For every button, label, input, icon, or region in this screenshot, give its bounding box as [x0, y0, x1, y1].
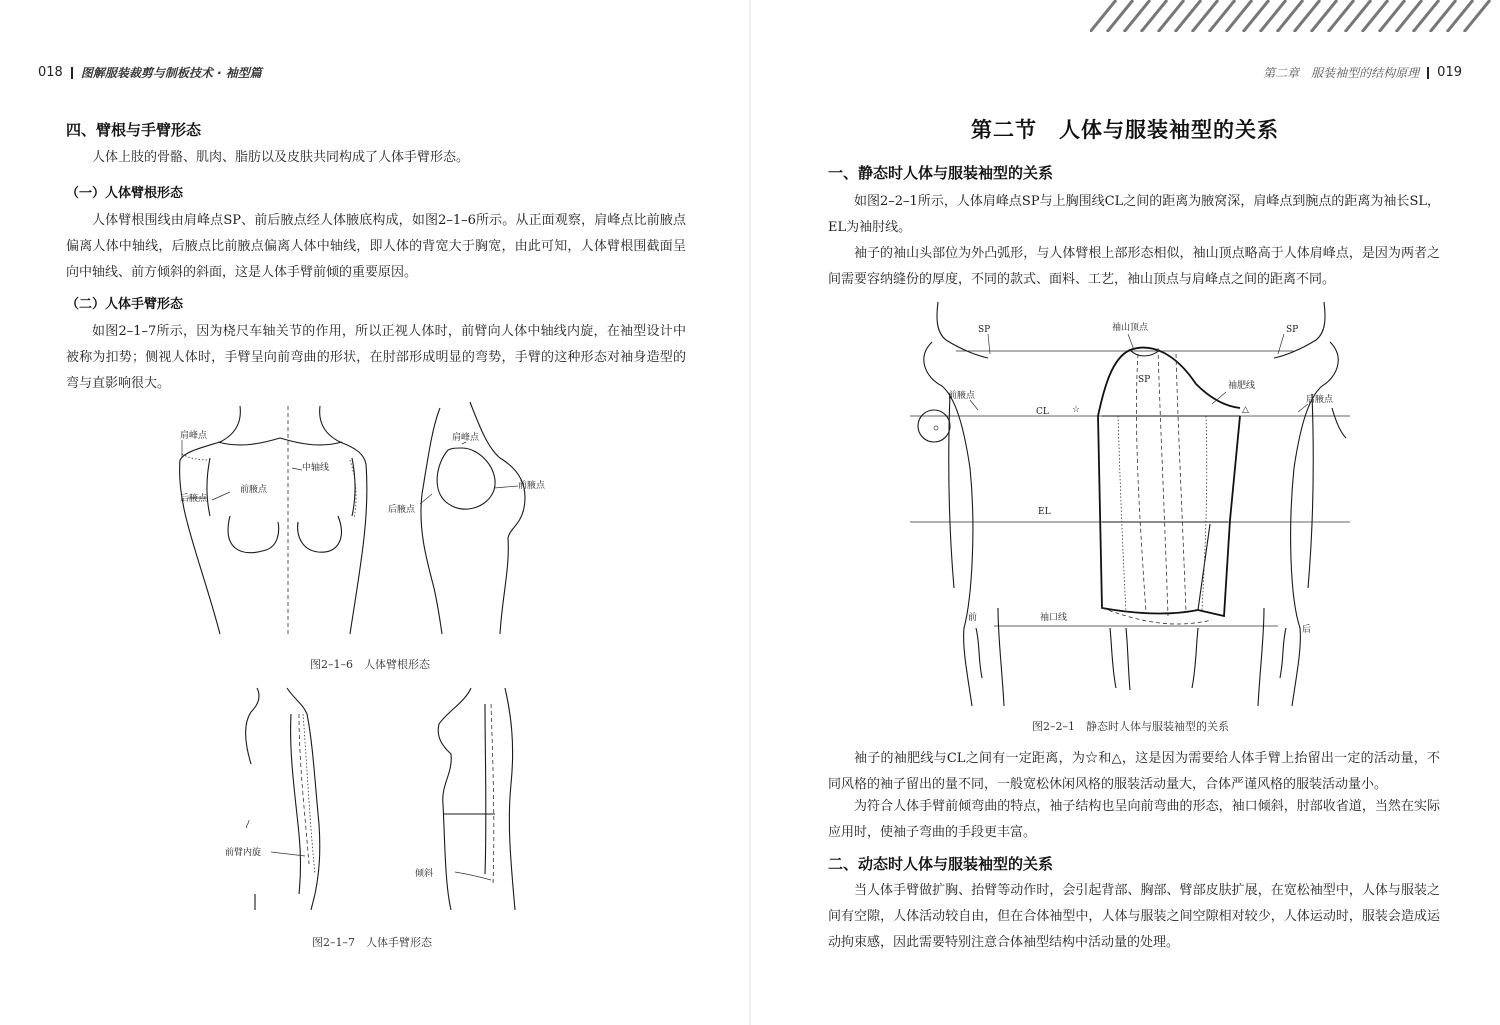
subsection-2-heading: （二）人体手臂形态: [66, 297, 184, 312]
static-paragraph-2: 袖子的袖山头部位为外凸弧形，与人体臂根上部形态相似，袖山顶点略高于人体肩峰点，是因为两者之间需要容纳缝份的厚度，不同的款式、面料、工艺，袖山顶点与肩峰点之间的距离不同。: [828, 246, 1440, 287]
book-title: 图解服装裁剪与制板技术 · 袖型篇: [80, 66, 262, 80]
static-paragraph-1: 如图2–2–1所示，人体肩峰点SP与上胸围线CL之间的距离为腋窝深，肩峰点到腕点的距离为袖长SL，EL为袖肘线。: [828, 194, 1440, 235]
label-cuff-line: 袖口线: [1040, 613, 1068, 623]
figure-2-1-7-illustration: [215, 684, 525, 914]
dynamic-section-heading: 二、动态时人体与服装袖型的关系: [828, 855, 1054, 873]
label-cl: CL: [1036, 407, 1049, 417]
left-running-head: [38, 64, 262, 81]
label-back-armpit: 后腋点: [1306, 395, 1334, 405]
static-paragraph-4: 为符合人体手臂前倾弯曲的特点，袖子结构也呈向前弯曲的形态，袖口倾斜，肘部收省道，当然在实际应用时，使袖子弯曲的手段更丰富。: [828, 799, 1440, 840]
right-running-head: [1263, 64, 1462, 81]
label-shoulder-point-side: 肩峰点: [452, 433, 480, 443]
left-page-number: 018: [38, 65, 63, 80]
label-sp-center: SP: [1138, 375, 1151, 385]
label-front: 前: [968, 613, 978, 623]
label-tilt: 倾斜: [415, 869, 434, 879]
chapter-title: 第二章 服装袖型的结构原理: [1263, 66, 1420, 80]
label-front-armpit: 前腋点: [240, 485, 268, 495]
subsection-1-paragraph: 人体臂根围线由肩峰点SP、前后腋点经人体腋底构成，如图2–1–6所示。从正面观察，肩峰点比前腋点偏离人体中轴线，后腋点比前腋点偏离人体中轴线，即人体的背宽大于胸宽，由此可知，人体臂根围截面呈向中轴线、前方倾斜的斜面，这是人体手臂前倾的重要原因。: [66, 213, 686, 280]
dynamic-paragraph: 当人体手臂做扩胸、抬臂等动作时，会引起背部、胸部、臂部皮肤扩展，在宽松袖型中，人体与服装之间有空隙，人体活动较自由，但在合体袖型中，人体与服装之间空隙相对较少，人体运动时，服装会造成运动拘束感，因此需要特别注意合体袖型结构中活动量的处理。: [828, 883, 1440, 950]
label-front-armpit-side: 前腋点: [518, 481, 546, 491]
section-4-intro: 人体上肢的骨骼、肌肉、脂肪以及皮肤共同构成了人体手臂形态。: [92, 150, 470, 165]
label-forearm-rotation: 前臂内旋: [225, 848, 262, 858]
label-back-armpit-side: 后腋点: [388, 505, 416, 515]
label-center-line: 中轴线: [302, 463, 330, 473]
right-page-number: 019: [1437, 65, 1462, 80]
label-bicep-line: 袖肥线: [1228, 381, 1256, 391]
subsection-1-heading: （一）人体臂根形态: [66, 186, 184, 201]
decorative-stripes: [1090, 0, 1500, 32]
figure-2-1-6-caption: 图2–1–6 人体臂根形态: [310, 658, 430, 671]
right-page: [750, 0, 1500, 1025]
section-title: 第二节 人体与服装袖型的关系: [971, 118, 1279, 142]
label-el: EL: [1038, 507, 1051, 517]
figure-2-1-7-caption: 图2–1–7 人体手臂形态: [312, 936, 432, 949]
subsection-2-paragraph: 如图2–1–7所示，因为桡尺车轴关节的作用，所以正视人体时，前臂向人体中轴线内旋，在袖型设计中被称为扣势；侧视人体时，手臂呈向前弯曲的形状，在肘部形成明显的弯势，手臂的这种形态对袖身造型的弯与直影响很大。: [66, 324, 686, 391]
running-head-separator: [71, 67, 73, 79]
label-front-armpit: 前腋点: [948, 391, 976, 401]
static-paragraph-3: 袖子的袖肥线与CL之间有一定距离，为☆和△，这是因为需要给人体手臂上抬留出一定的活动量，不同风格的袖子留出的量不同，一般宽松休闲风格的服装活动量大，合体严谨风格的服装活动量小。: [828, 751, 1440, 792]
running-head-separator: [1427, 67, 1429, 79]
figure-2-1-6-illustration: [170, 398, 570, 638]
label-back-armpit: 后腋点: [180, 494, 208, 504]
label-sp-left: SP: [978, 325, 991, 335]
figure-2-2-1-caption: 图2–2–1 静态时人体与服装袖型的关系: [1032, 720, 1229, 733]
label-sp-right: SP: [1286, 325, 1299, 335]
section-4-heading: 四、臂根与手臂形态: [66, 121, 202, 139]
label-back: 后: [1302, 625, 1312, 635]
static-section-heading: 一、静态时人体与服装袖型的关系: [828, 164, 1054, 182]
label-star: ☆: [1072, 405, 1081, 415]
label-cap-top: 袖山顶点: [1112, 323, 1149, 333]
label-triangle: △: [1242, 405, 1249, 415]
figure-2-2-1-illustration: [906, 298, 1356, 706]
label-shoulder-point: 肩峰点: [180, 431, 208, 441]
